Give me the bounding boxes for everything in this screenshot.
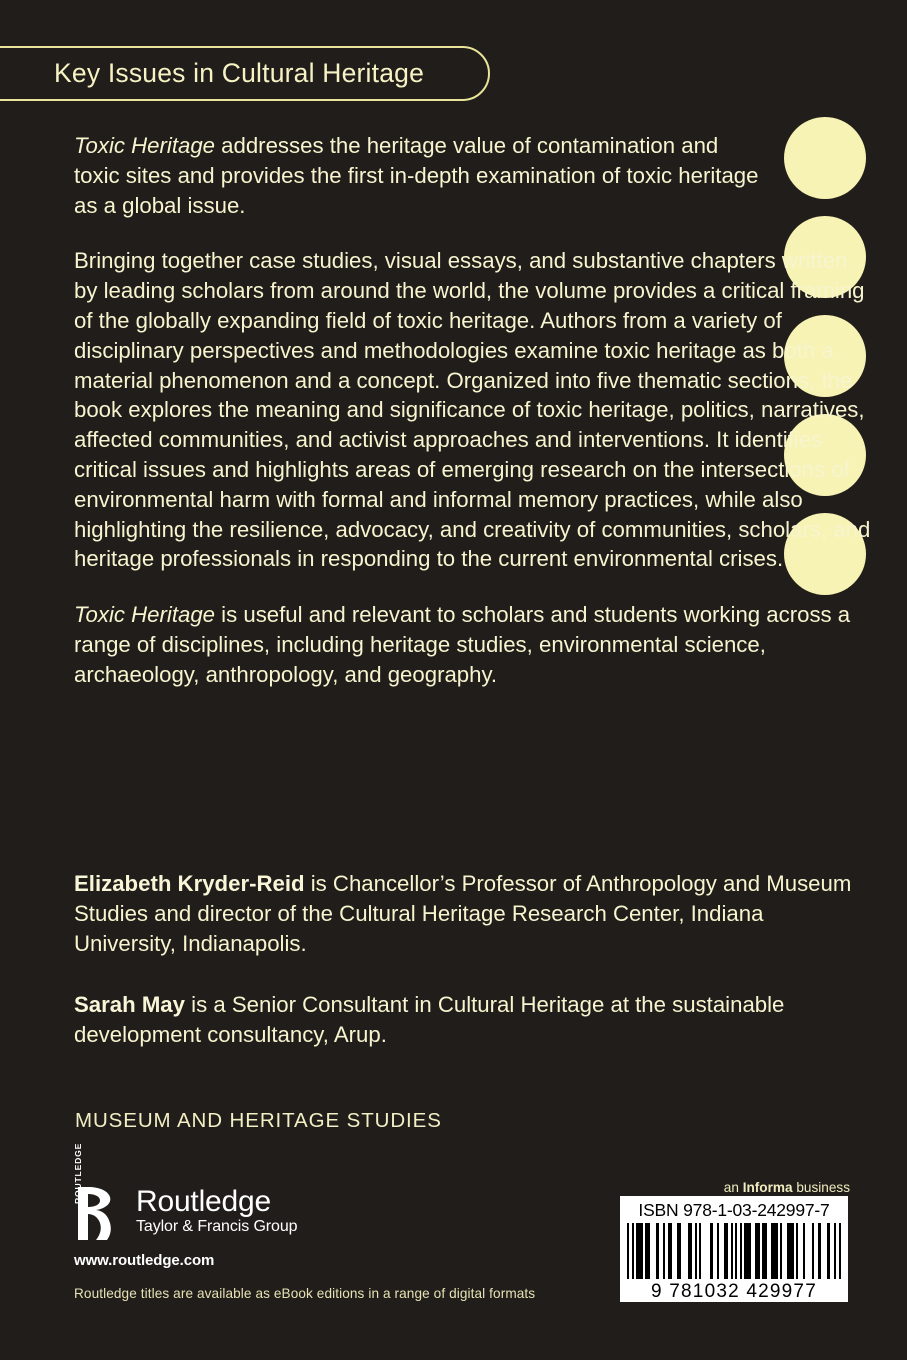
author-bio-text-may: is a Senior Consultant in Cultural Heritage at the sustainable development consultancy, Arup.: [74, 992, 785, 1047]
series-badge-label: Key Issues in Cultural Heritage: [54, 57, 425, 88]
author-name-kryder-reid: Elizabeth Kryder-Reid: [74, 871, 305, 896]
barcode-space: [681, 1223, 688, 1279]
blurb-paragraph-1-rest: addresses the heritage value of contamination and toxic sites and provides the first in-depth examination of toxic heritage as a global issue.: [74, 133, 759, 218]
series-badge: [0, 46, 490, 101]
barcode-space: [701, 1223, 710, 1279]
author-bio-may: [74, 990, 864, 1050]
barcode-bar: [744, 1223, 751, 1279]
barcode-bar: [787, 1223, 794, 1279]
blurb-paragraph-2: Bringing together case studies, visual essays, and substantive chapters written by leading scholars from around the world, the volume provides a critical framing of the globally expanding field of toxic heritage. Authors from a variety of disciplinary perspectives and methodologies examine toxic heritage as both a material phenomenon and a concept. Organized into five thematic sections, the book explores the meaning and significance of toxic heritage, politics, narratives, affected communities, and activist approaches and interventions. It identifies critical issues and highlights areas of emerging research on the intersections of environmental harm with formal and informal memory practices, while also highlighting the resilience, advocacy, and creativity of communities, scholars, and heritage professionals in responding to the current environmental crises.: [74, 248, 871, 572]
isbn-barcode: [620, 1196, 848, 1302]
barcode-bars: [620, 1223, 848, 1279]
barcode-space: [650, 1223, 657, 1279]
blurb-text-block: [74, 131, 874, 716]
routledge-r-mark-icon: [73, 1142, 134, 1241]
isbn-number-label: ISBN 978-1-03-242997-7: [638, 1200, 830, 1220]
imprint-prefix: an: [723, 1180, 743, 1195]
barcode-space: [821, 1223, 828, 1279]
publisher-subtitle: Taylor & Francis Group: [136, 1218, 298, 1235]
book-title-italic-1: Toxic Heritage: [74, 133, 215, 158]
subject-category-label: MUSEUM AND HERITAGE STUDIES: [75, 1109, 442, 1132]
imprint-brand: Informa: [742, 1180, 793, 1195]
author-bio-kryder-reid: [74, 869, 864, 958]
author-bio-text-kryder-reid: is Chancellor’s Professor of Anthropology and Museum Studies and director of the Cultural Heritage Research Center, Indiana University, Indianapolis.: [74, 871, 852, 956]
barcode-bar: [839, 1223, 841, 1279]
barcode-digits: 9 781032 429977: [651, 1281, 817, 1302]
blurb-paragraph-3: [74, 600, 874, 689]
imprint-suffix: business: [792, 1180, 850, 1195]
blurb-paragraph-1: [74, 131, 764, 220]
publisher-website: www.routledge.com: [74, 1252, 215, 1269]
routledge-wordmark: [136, 1185, 297, 1236]
publisher-name: Routledge: [136, 1185, 271, 1218]
imprint-line: [724, 1180, 850, 1195]
routledge-vertical-wordmark: ROUTLEDGE: [73, 1142, 83, 1204]
routledge-logo: [73, 1142, 404, 1243]
barcode-bar: [636, 1223, 643, 1279]
barcode-space: [805, 1223, 812, 1279]
author-name-may: Sarah May: [74, 992, 185, 1017]
publisher-block: [73, 1142, 404, 1269]
book-title-italic-2: Toxic Heritage: [74, 602, 215, 628]
ebook-availability-note: Routledge titles are available as eBook editions in a range of digital formats: [74, 1286, 536, 1301]
barcode-bar: [771, 1223, 778, 1279]
blurb-paragraph-3-rest: is useful and relevant to scholars and students working across a range of disciplines, including heritage studies, environmental science, archaeology, anthropology, and geography.: [74, 602, 851, 687]
